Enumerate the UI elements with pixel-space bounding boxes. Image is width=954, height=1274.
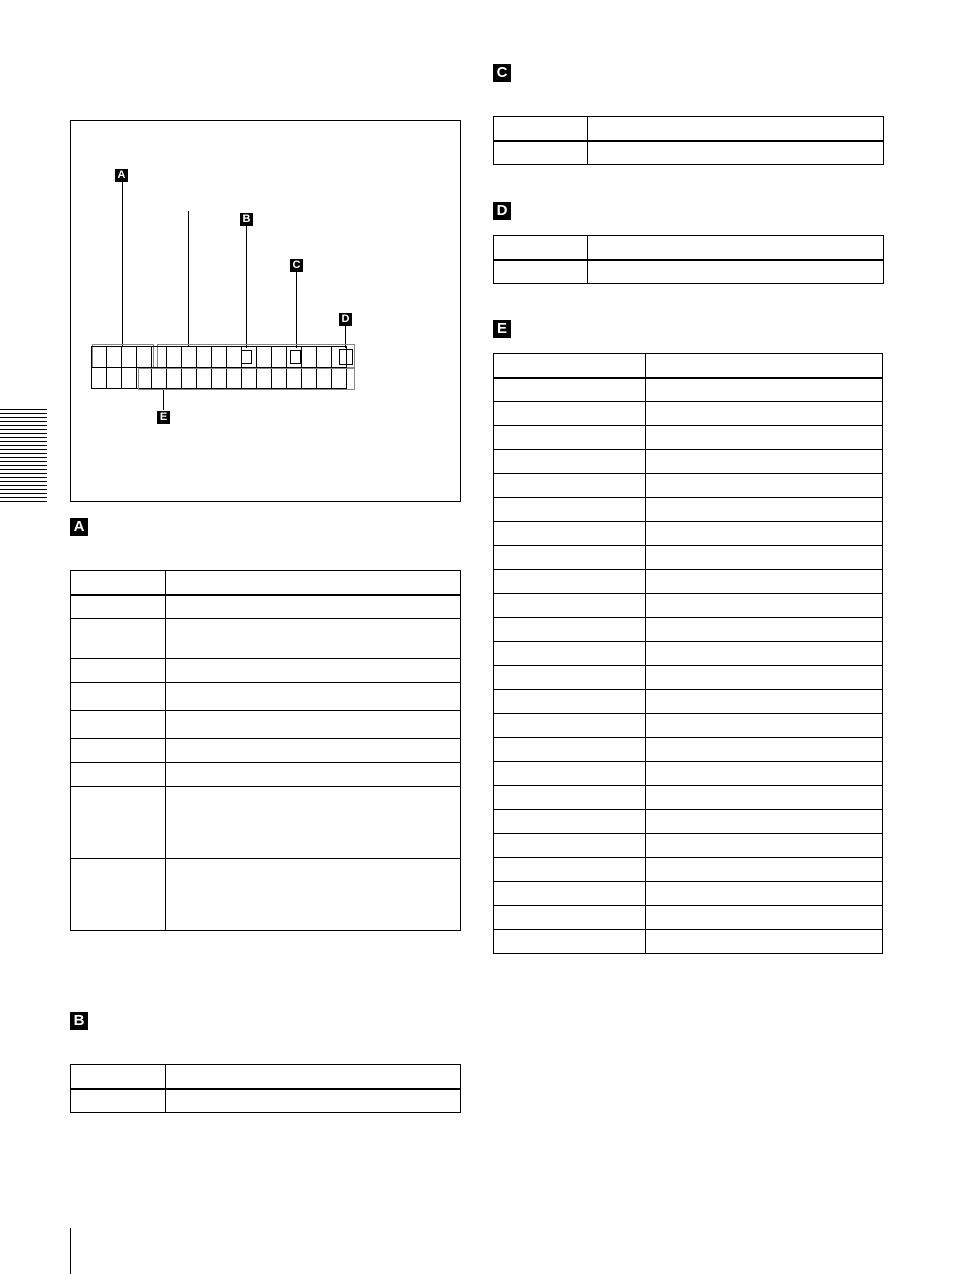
display-row-1 [91,346,347,368]
table-row [494,117,884,141]
section-e-badge: E [493,320,511,338]
table-row [494,378,883,402]
table-b [70,1064,461,1113]
section-thumb-tab [0,409,47,503]
table-row [494,450,883,474]
table-a [70,570,461,931]
table-row [494,260,884,284]
table-row [494,522,883,546]
table-row [71,683,461,711]
table-row [71,571,461,595]
callout-b-leader [246,226,247,348]
table-row [71,619,461,659]
table-row [71,595,461,619]
table-row [494,762,883,786]
table-row [494,141,884,165]
table-row [71,711,461,739]
table-row [494,402,883,426]
table-row [71,659,461,683]
table-row [494,810,883,834]
table-row [494,546,883,570]
marker-b-box [241,350,252,364]
table-row [494,930,883,954]
section-c-badge: C [493,64,511,82]
table-row [71,859,461,931]
table-row [494,690,883,714]
table-row [494,786,883,810]
callout-d-badge: D [339,313,352,326]
section-b-badge: B [70,1012,88,1030]
table-e [493,353,883,954]
table-row [71,1065,461,1089]
table-row [494,906,883,930]
table-row [494,858,883,882]
group-e-bracket [138,368,355,390]
table-row [494,570,883,594]
section-d-badge: D [493,202,511,220]
callout-c-badge: C [290,259,303,272]
callout-a-badge: A [115,169,128,182]
table-row [494,618,883,642]
table-row [71,763,461,787]
table-row [494,426,883,450]
table-row [494,498,883,522]
marker-c-box [290,350,301,364]
callout-a-leader [122,182,123,346]
table-c [493,116,884,165]
table-row [494,714,883,738]
table-row [494,236,884,260]
section-a-badge: A [70,518,88,536]
table-row [71,1089,461,1113]
table-d [493,235,884,284]
margin-rule [70,1228,71,1274]
callout-b-badge: B [240,213,253,226]
table-row [494,738,883,762]
table-row [71,739,461,763]
unlabeled-leader [188,211,189,346]
callout-e-leader [163,390,164,410]
table-row [494,882,883,906]
table-row [71,787,461,859]
table-row [494,474,883,498]
table-row [494,354,883,378]
table-row [494,642,883,666]
table-row [494,834,883,858]
callout-e-badge: E [157,411,170,424]
display-diagram [70,120,461,502]
marker-d-box [339,349,353,365]
table-row [494,666,883,690]
table-row [494,594,883,618]
callout-c-leader [296,272,297,348]
